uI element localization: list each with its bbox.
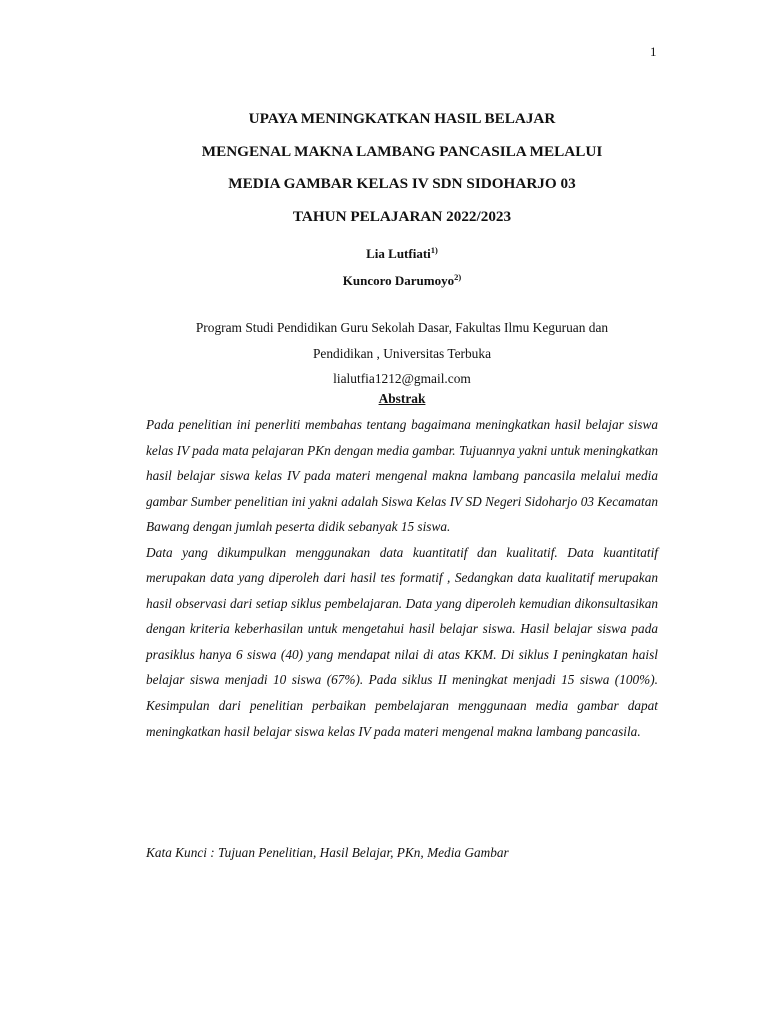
abstract-heading: Abstrak (378, 391, 426, 406)
author-list (150, 240, 654, 294)
abstract-paragraph: Data yang dikumpulkan menggunakan data kuantitatif dan kualitatif. Data kuantitatif merupakan data yang diperoleh dari hasil tes formatif , Sedangkan data kualitatif merupakan hasil observasi dari setiap siklus pembelajaran. Data yang diperoleh kemudian dikonsultasikan dengan kriteria keberhasilan untuk mengetahui hasil belajar siswa. Hasil belajar siswa pada prasiklus hanya 6 siswa (40) yang mendapat nilai di atas KKM. Di siklus I peningkatan haisl belajar siswa menjadi 10 siswa (67%). Pada siklus II meningkat menjadi 15 siswa (100%). Kesimpulan dari penelitian perbaikan pembelajaran menggunaan media gambar dapat meningkatkan hasil belajar siswa kelas IV pada materi mengenal makna lambang pancasila. (146, 544, 658, 739)
author-name: Kuncoro Darumoyo (342, 273, 455, 288)
abstract-paragraph: Pada penelitian ini penerliti membahas tentang bagaimana meningkatkan hasil belajar siswa kelas IV pada mata pelajaran PKn dengan media gambar. Tujuannya yakni untuk meningkatkan hasil belajar siswa kelas IV pada materi mengenal makna lambang pancasila melalui media gambar Sumber penelitian ini yakni adalah Siswa Kelas IV SD Negeri Sidoharjo 03 Kecamatan Bawang dengan jumlah peserta didik sebanyak 15 siswa. (146, 417, 658, 535)
author-entry (150, 240, 654, 267)
title-line: MENGENAL MAKNA LAMBANG PANCASILA MELALUI (201, 142, 603, 160)
affiliation (120, 315, 684, 392)
title-line: TAHUN PELAJARAN 2022/2023 (292, 207, 512, 225)
author-email: lialutfia1212@gmail.com (333, 371, 471, 386)
author-affiliation-mark: 1) (430, 245, 438, 255)
title-line: MEDIA GAMBAR KELAS IV SDN SIDOHARJO 03 (228, 175, 576, 192)
title-line: UPAYA MENINGKATKAN HASIL BELAJAR (248, 110, 556, 127)
author-name: Lia Lutfiati (366, 246, 431, 261)
abstract-body (146, 412, 658, 744)
affiliation-line: Program Studi Pendidikan Guru Sekolah Dasar, Fakultas Ilmu Keguruan dan (195, 320, 609, 335)
author-entry (150, 267, 654, 294)
keywords: Kata Kunci : Tujuan Penelitian, Hasil Belajar, PKn, Media Gambar (146, 845, 509, 860)
affiliation-line: Pendidikan , Universitas Terbuka (312, 345, 492, 361)
paper-title (100, 103, 704, 233)
author-affiliation-mark: 2) (454, 272, 462, 282)
page-number: 1 (650, 44, 657, 59)
